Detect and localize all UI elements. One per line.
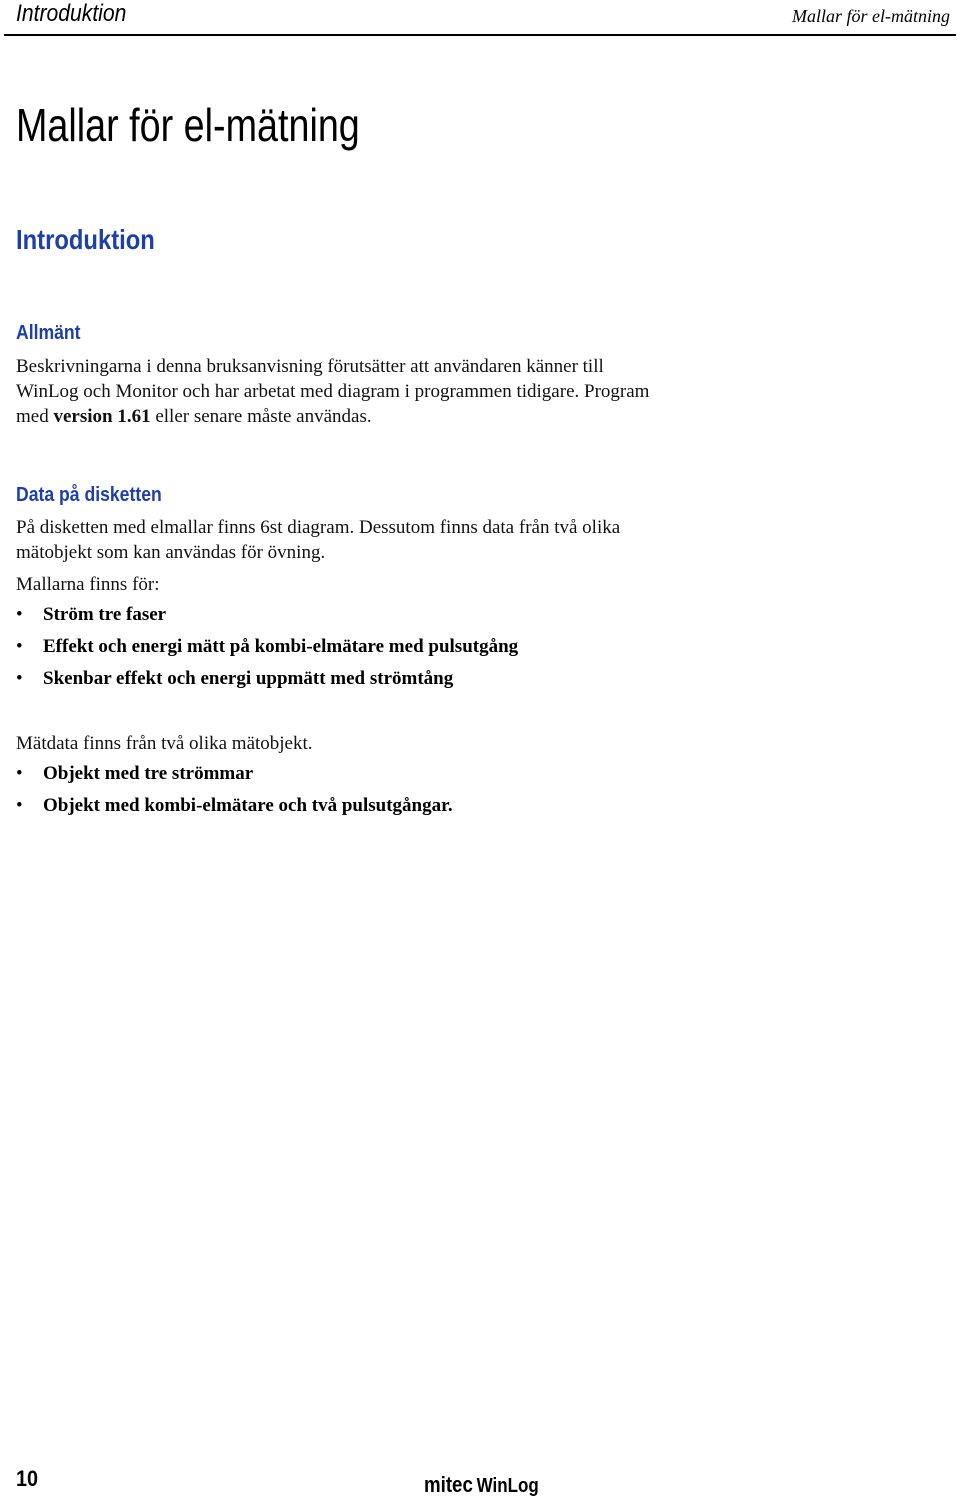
page-title: Mallar för el-mätning <box>16 99 360 151</box>
list-item-text: Objekt med kombi-elmätare och två pulsutgångar. <box>43 795 453 816</box>
paragraph-allmant-text-2: eller senare måste användas. <box>150 406 372 427</box>
header-section-title: Introduktion <box>16 0 127 27</box>
bullet-icon: • <box>16 795 23 816</box>
page-number: 10 <box>16 1466 39 1491</box>
list-item-text: Objekt med tre strömmar <box>43 763 254 784</box>
paragraph-allmant <box>16 354 656 429</box>
header-chapter-title: Mallar för el-mätning <box>792 6 950 26</box>
paragraph-allmant-version: version 1.61 <box>53 406 151 427</box>
paragraph-disketten: På disketten med elmallar finns 6st diagram. Dessutom finns data från två olika mätobjekt som kan användas för övning. <box>16 517 621 563</box>
bullet-icon: • <box>16 668 23 689</box>
subheading-data-pa-disketten: Data på disketten <box>16 484 162 506</box>
bullet-icon: • <box>16 636 23 657</box>
footer-brand-winlog: WinLog <box>476 1475 539 1497</box>
paragraph-matdata-intro: Mätdata finns från två olika mätobjekt. <box>16 733 313 754</box>
bullet-icon: • <box>16 604 23 625</box>
list-item-text: Ström tre faser <box>43 604 167 625</box>
section-heading-introduktion: Introduktion <box>16 224 155 255</box>
bullet-icon: • <box>16 763 23 784</box>
list-item-text: Skenbar effekt och energi uppmätt med strömtång <box>43 668 454 689</box>
page-header <box>4 0 956 36</box>
footer-brand <box>424 1472 539 1498</box>
list-item-text: Effekt och energi mätt på kombi-elmätare med pulsutgång <box>43 636 519 657</box>
paragraph-allmant-text-1: Beskrivningarna i denna bruksanvisning förutsätter att användaren känner till WinLog och Monitor och har arbetat med diagram i programmen tidigare. Program med <box>16 356 650 427</box>
paragraph-mallar-intro: Mallarna finns för: <box>16 574 160 595</box>
subheading-allmant: Allmänt <box>16 322 81 344</box>
footer-brand-mitec: mitec <box>424 1472 473 1497</box>
